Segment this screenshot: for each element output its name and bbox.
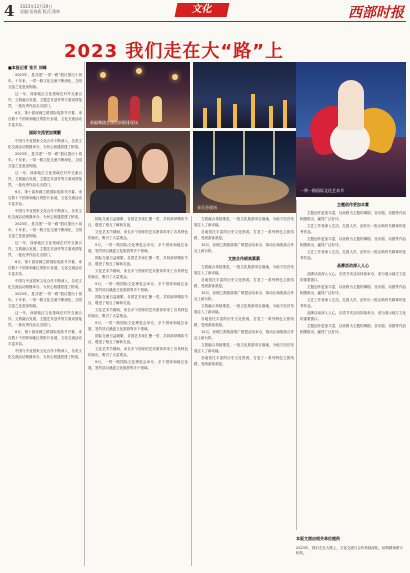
performer-figure [152,96,162,122]
photo-caption: 音乐会现场 [197,205,217,210]
subhead: 文旅合作硕果累累 [228,256,260,261]
paragraph: 中国与中亚国家文化合作不断深入，各类文化交流活动相继举办，为民心相通搭建了桥梁。 [8,209,82,219]
light-bar [217,98,221,128]
text-column-3 [194,216,294,566]
text-column-1 [8,72,82,566]
paragraph: 10月，丝绸之路旅游推广联盟活动举办，推动区域旅游合作迈上新台阶。 [194,330,294,340]
spot-light [213,131,215,175]
stage-lamp [136,68,142,74]
subhead: 国际交流更加频繁 [29,130,61,135]
paragraph: 文化艺术节期间，来自多个国家的艺术团体带来了各具特色的演出，吸引了大量观众。 [88,230,188,240]
stage-lamp [172,74,178,80]
edition-line: 责编:张海燕 版式:蒲林 [20,9,60,14]
paragraph: 国际交流日益频繁，各国艺术家汇聚一堂，共同演绎精彩节目，增进了相互了解和友谊。 [88,334,188,344]
paragraph: 品牌活动深入人心，各类节庆活动持续举办，成为展示地方文化的重要窗口。 [300,311,406,321]
photo-concert-hall [193,62,296,128]
paragraph: 中国与中亚国家文化合作不断深入，各类文化交流活动相继举办，为民心相通搭建了桥梁。 [8,349,82,359]
paragraph: 国际交流日益频繁，各国艺术家汇聚一堂，共同演绎精彩节目，增进了相互了解和友谊。 [88,295,188,305]
paragraph: 中国与中亚国家文化合作不断深入，各类文化交流活动相继举办，为民心相通搭建了桥梁。 [8,279,82,289]
main-headline: 2023 我们走在大“路”上 [64,41,285,62]
light-bar [203,108,207,128]
subhead: 主题创作更加丰富 [337,202,369,207]
paragraph: 6月，第十届丝绸之路国际电影节开幕，来自数十个国家和地区的影片参展，文化交流活动丰富多彩。 [8,330,82,346]
paragraph: 这一年，西部地区文化领域在对外交流合作、文旅融合发展、主题艺术创作等方面成绩斐然，一批优秀作品走出国门。 [8,311,82,327]
column-divider [191,216,192,566]
paragraph: 国际交流日益频繁，各国艺术家汇聚一堂，共同演绎精彩节目，增进了相互了解和友谊。 [88,217,188,227]
paragraph: 6月，第十届丝绸之路国际电影节开幕，来自数十个国家和地区的影片参展，文化交流活动丰富多彩。 [8,190,82,206]
paragraph: 中国与中亚国家文化合作不断深入，各类文化交流活动相继举办，为民心相通搭建了桥梁。 [8,139,82,149]
light-bar [269,106,273,128]
paragraph: 10月，丝绸之路旅游推广联盟活动举办，推动区域旅游合作迈上新台阶。 [194,291,294,301]
text-column-4 [300,200,406,532]
column-divider [296,200,297,530]
stage-area [201,175,289,205]
photo-caption: 一带一路国际文化艺术节 [300,188,344,193]
photo-stage-rehearsal [86,62,190,128]
page-number: 4 [4,2,15,20]
performer-figure [108,96,118,122]
newspaper-brand: 西部时报 [348,5,404,21]
editor-note: 本版文图由相关单位提供 [296,536,340,541]
paragraph: 6月，第十届丝绸之路国际电影节开幕，来自数十个国家和地区的影片参展，文化交流活动丰富多彩。 [8,111,82,127]
paragraph: 主题创作更加丰富，以丝路为主题的舞剧、音乐剧、话剧等作品相继推出，赢得广泛好评。 [300,237,406,247]
paragraph: 9月，一带一路国际文化博览会举办，多个国家和地区参展，签约项目涵盖文化旅游等多个领域。 [88,243,188,253]
dancer-figure [338,80,364,130]
photo-caption: 新编舞剧在演出前联排现场 [90,120,138,125]
photo-dancer [296,62,406,197]
stage-lamp [100,72,106,78]
paragraph: 品牌活动深入人心，各类节庆活动持续举办，成为展示地方文化的重要窗口。 [300,272,406,282]
paragraph: 主题创作更加丰富，以丝路为主题的舞剧、音乐剧、话剧等作品相继推出，赢得广泛好评。 [300,324,406,334]
paragraph: 国际交流日益频繁，各国艺术家汇聚一堂，共同演绎精彩节目，增进了相互了解和友谊。 [88,256,188,266]
paragraph: 2023年，是共建“一带一路”倡议提出十周年。十年来，一带一路文化交流不断深化，文明互鉴之花愈加绚丽。 [8,73,82,89]
person-face [104,147,132,183]
paragraph: 文旅融合持续推进，一批文化旅游项目落地，为地方经济发展注入了新动能。 [194,304,294,314]
person-face [142,149,168,183]
light-bar [283,100,287,128]
paragraph: 文化艺术节期间，来自多个国家的艺术团体带来了各具特色的演出，吸引了大量观众。 [88,308,188,318]
header-date [20,4,110,14]
paragraph: 文化艺术节期间，来自多个国家的艺术团体带来了各具特色的演出，吸引了大量观众。 [88,269,188,279]
text-column-2 [88,216,188,566]
paragraph: 6月，第十届丝绸之路国际电影节开幕，来自数十个国家和地区的影片参展，文化交流活动丰富多彩。 [8,260,82,276]
header-rule [4,21,406,22]
paragraph: 文艺工作者深入生活、扎根人民，创作出一批反映时代精神的优秀作品。 [300,224,406,234]
paragraph: 各地依托丰富的历史文化资源，打造了一系列特色文旅线路，受到游客欢迎。 [194,356,294,366]
photo-concert-night [193,131,296,213]
paragraph: 这一年，西部地区文化领域在对外交流合作、文旅融合发展、主题艺术创作等方面成绩斐然，一批优秀作品走出国门。 [8,92,82,108]
paragraph: 文旅融合持续推进，一批文化旅游项目落地，为地方经济发展注入了新动能。 [194,343,294,353]
spot-light [273,131,275,175]
paragraph: 文艺工作者深入生活、扎根人民，创作出一批反映时代精神的优秀作品。 [300,250,406,260]
paragraph: 这一年，西部地区文化领域在对外交流合作、文旅融合发展、主题艺术创作等方面成绩斐然，一批优秀作品走出国门。 [8,241,82,257]
paragraph: 文化艺术节期间，来自多个国家的艺术团体带来了各具特色的演出，吸引了大量观众。 [88,347,188,357]
paragraph: 各地依托丰富的历史文化资源，打造了一系列特色文旅线路，受到游客欢迎。 [194,278,294,288]
paragraph: 文旅融合持续推进，一批文化旅游项目落地，为地方经济发展注入了新动能。 [194,217,294,227]
person-body [90,189,186,213]
paragraph: 10月，丝绸之路旅游推广联盟活动举办，推动区域旅游合作迈上新台阶。 [194,243,294,253]
spot-light [243,131,245,175]
paragraph: 各地依托丰富的历史文化资源，打造了一系列特色文旅线路，受到游客欢迎。 [194,230,294,240]
footnote: 2023年，我们走在大路上，文化交流与合作持续深化，丝路精神薪火相传。 [296,546,403,555]
paragraph: 文旅融合持续推进，一批文化旅游项目落地，为地方经济发展注入了新动能。 [194,265,294,275]
performer-figure [130,96,140,122]
paragraph: 2023年，是共建“一带一路”倡议提出十周年。十年来，一带一路文化交流不断深化，文明互鉴之花愈加绚丽。 [8,292,82,308]
paragraph: 9月，一带一路国际文化博览会举办，多个国家和地区参展，签约项目涵盖文化旅游等多个领域。 [88,360,188,370]
paragraph: 主题创作更加丰富，以丝路为主题的舞剧、音乐剧、话剧等作品相继推出，赢得广泛好评。 [300,285,406,295]
paragraph: 9月，一带一路国际文化博览会举办，多个国家和地区参展，签约项目涵盖文化旅游等多个领域。 [88,321,188,331]
photo-visitors [86,131,190,213]
column-divider [84,62,85,566]
paragraph: 这一年，西部地区文化领域在对外交流合作、文旅融合发展、主题艺术创作等方面成绩斐然，一批优秀作品走出国门。 [8,171,82,187]
paragraph: 主题创作更加丰富，以丝路为主题的舞剧、音乐剧、话剧等作品相继推出，赢得广泛好评。 [300,211,406,221]
light-bar [233,104,237,128]
paragraph: 2023年，是共建“一带一路”倡议提出十周年。十年来，一带一路文化交流不断深化，文明互鉴之花愈加绚丽。 [8,222,82,238]
paragraph: 各地依托丰富的历史文化资源，打造了一系列特色文旅线路，受到游客欢迎。 [194,317,294,327]
paragraph: 9月，一带一路国际文化博览会举办，多个国家和地区参展，签约项目涵盖文化旅游等多个领域。 [88,282,188,292]
page-header [0,0,410,24]
byline: ■本报记者 张天 刘峰 [8,65,47,70]
paragraph: 文艺工作者深入生活、扎根人民，创作出一批反映时代精神的优秀作品。 [300,298,406,308]
section-label: 文化 [175,3,230,17]
light-bar [251,94,255,128]
subhead: 品牌活动深入人心 [337,263,369,268]
date-line: 2023年12月29日 [20,4,53,9]
paragraph: 2023年，是共建“一带一路”倡议提出十周年。十年来，一带一路文化交流不断深化，文明互鉴之花愈加绚丽。 [8,152,82,168]
